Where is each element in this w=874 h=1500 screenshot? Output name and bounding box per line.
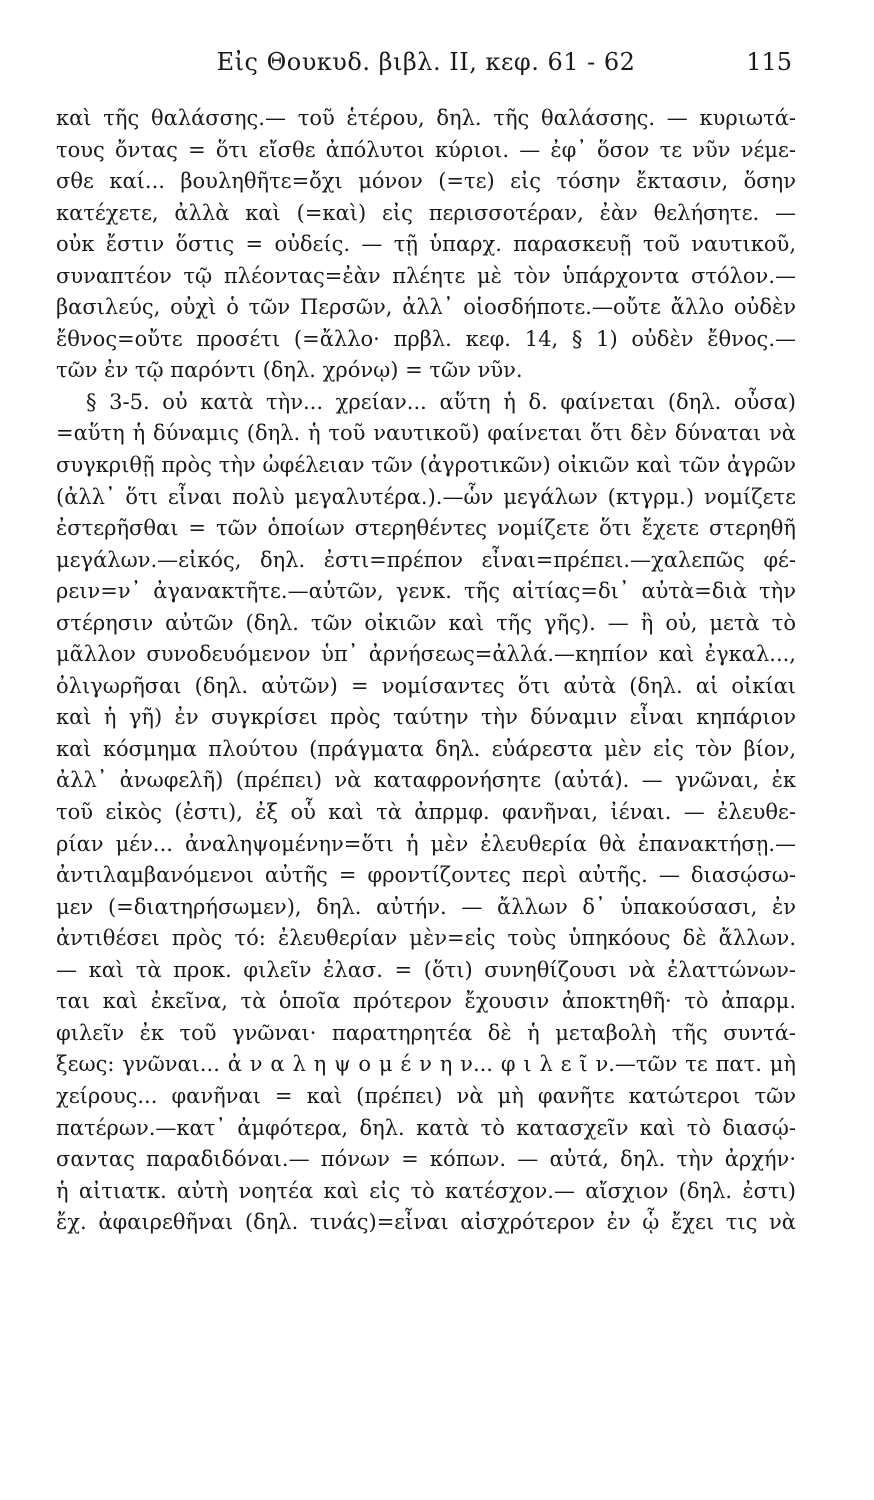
text-line: — καὶ τὰ προκ. φιλεῖν ἐλασ. = (ὅτι) συνηθίζουσι νὰ ἐλαττώνων- [56, 957, 796, 982]
text-line: (ἀλλ᾽ ὅτι εἶναι πολὺ μεγαλυτέρα.).—ὧν μεγάλων (κτγρμ.) νομίζετε [56, 484, 796, 509]
text-line: =αὕτη ἡ δύναμις (δηλ. ἡ τοῦ ναυτικοῦ) φαίνεται ὅτι δὲν δύναται νὰ [56, 421, 796, 446]
text-line: συναπτέον τῷ πλέοντας=ἐὰν πλέητε μὲ τὸν ὑπάρχοντα στόλον.— [56, 263, 796, 288]
text-line: τοῦ εἰκὸς (ἐστι), ἐξ οὗ καὶ τὰ ἀπρμφ. φανῆναι, ἰέναι. — ἐλευθε- [56, 800, 796, 825]
text-line: μᾶλλον συνοδευόμενον ὑπ᾽ ἀρνήσεως=ἀλλά.—κηπίον καὶ ἐγκαλ..., [56, 642, 796, 667]
text-line: μεν (=διατηρήσωμεν), δηλ. αὐτήν. — ἄλλων δ᾽ ὑπακούσασι, ἐν [56, 894, 796, 919]
text-line: ἐστερῆσθαι = τῶν ὁποίων στερηθέντες νομίζετε ὅτι ἔχετε στερηθῆ [56, 516, 796, 541]
text-line: σθε καί... βουληθῆτε=ὄχι μόνον (=τε) εἰς τόσην ἔκτασιν, ὅσην [56, 169, 796, 194]
text-line: ρίαν μέν... ἀναληψομένην=ὅτι ἡ μὲν ἐλευθερία θὰ ἐπανακτήσῃ.— [56, 831, 796, 856]
text-line: § 3-5. οὐ κατὰ τὴν... χρείαν... αὕτη ἡ δ. φαίνεται (δηλ. οὖσα) [86, 389, 796, 414]
text-line: ὀλιγωρῆσαι (δηλ. αὐτῶν) = νομίσαντες ὅτι αὐτὰ (δηλ. αἱ οἰκίαι [56, 673, 796, 698]
text-line: ξεως: γνῶναι... ἀ ν α λ η ψ ο μ έ ν η ν... φ ι λ ε ῖ ν.—τῶν τε πατ. μὴ [56, 1052, 796, 1077]
text-line: τους ὄντας = ὅτι εἴσθε ἀπόλυτοι κύριοι. — ἐφ᾽ ὅσον τε νῦν νέμε- [56, 137, 796, 162]
text-line: ἡ αἰτιατκ. αὐτὴ νοητέα καὶ εἰς τὸ κατέσχον.— αἴσχιον (δηλ. ἐστι) [56, 1178, 796, 1203]
text-line: καὶ τῆς θαλάσσης.— τοῦ ἑτέρου, δηλ. τῆς θαλάσσης. — κυριωτά- [56, 106, 796, 130]
commentary-text [56, 103, 796, 1239]
text-line: οὐκ ἔστιν ὅστις = οὐδείς. — τῇ ὑπαρχ. παρασκευῇ τοῦ ναυτικοῦ, [56, 232, 796, 257]
text-line: συγκριθῇ πρὸς τὴν ὠφέλειαν τῶν (ἀγροτικῶν) οἰκιῶν καὶ τῶν ἀγρῶν [56, 453, 796, 478]
text-line: ται καὶ ἐκεῖνα, τὰ ὁποῖα πρότερον ἔχουσιν ἀποκτηθῆ· τὸ ἀπαρμ. [56, 989, 796, 1014]
text-line: χείρους... φανῆναι = καὶ (πρέπει) νὰ μὴ φανῆτε κατώτεροι τῶν [56, 1083, 796, 1108]
text-line: ἀντιθέσει πρὸς τό: ἐλευθερίαν μὲν=εἰς τοὺς ὑπηκόους δὲ ἄλλων. [56, 926, 796, 951]
text-line: σαντας παραδιδόναι.— πόνων = κόπων. — αὐτά, δηλ. τὴν ἀρχήν· [56, 1147, 796, 1172]
text-line: ἔχ. ἀφαιρεθῆναι (δηλ. τινάς)=εἶναι αἰσχρότερον ἐν ᾧ ἔχει τις νὰ [56, 1210, 796, 1235]
text-line: ἀλλ᾽ ἀνωφελῆ) (πρέπει) νὰ καταφρονήσητε (αὐτά). — γνῶναι, ἐκ [56, 768, 796, 793]
running-head [56, 48, 796, 88]
text-line: βασιλεύς, οὐχὶ ὁ τῶν Περσῶν, ἀλλ᾽ οἱοσδήποτε.—οὔτε ἄλλο οὐδὲν [56, 295, 796, 320]
text-line: φιλεῖν ἐκ τοῦ γνῶναι· παρατηρητέα δὲ ἡ μεταβολὴ τῆς συντά- [56, 1020, 796, 1045]
text-line: μεγάλων.—εἰκός, δηλ. ἐστι=πρέπον εἶναι=πρέπει.—χαλεπῶς φέ- [56, 547, 796, 572]
text-line: τῶν ἐν τῷ παρόντι (δηλ. χρόνῳ) = τῶν νῦν. [56, 358, 523, 383]
text-line: στέρησιν αὐτῶν (δηλ. τῶν οἰκιῶν καὶ τῆς γῆς). — ἢ οὐ, μετὰ τὸ [56, 610, 796, 635]
text-line: ἔθνος=οὔτε προσέτι (=ἄλλο· πρβλ. κεφ. 14, § 1) οὐδὲν ἔθνος.— [56, 326, 796, 351]
text-line: κατέχετε, ἀλλὰ καὶ (=καὶ) εἰς περισσοτέραν, ἐὰν θελήσητε. — [56, 200, 796, 225]
text-line: πατέρων.—κατ᾽ ἀμφότερα, δηλ. κατὰ τὸ κατασχεῖν καὶ τὸ διασῴ- [56, 1115, 796, 1140]
text-line: ρειν=ν᾽ ἀγανακτῆτε.—αὐτῶν, γενκ. τῆς αἰτίας=δι᾽ αὐτὰ=διὰ τὴν [56, 579, 796, 604]
page-number: 115 [746, 48, 792, 76]
text-line: καὶ ἡ γῆ) ἐν συγκρίσει πρὸς ταύτην τὴν δύναμιν εἶναι κηπάριον [56, 705, 796, 730]
text-line: ἀντιλαμβανόμενοι αὐτῆς = φροντίζοντες περὶ αὐτῆς. — διασῴσω- [56, 863, 796, 888]
text-line: καὶ κόσμημα πλούτου (πράγματα δηλ. εὐάρεστα μὲν εἰς τὸν βίον, [56, 736, 796, 761]
running-title: Εἰς Θουκυδ. βιβλ. ΙΙ, κεφ. 61 - 62 [216, 48, 636, 76]
